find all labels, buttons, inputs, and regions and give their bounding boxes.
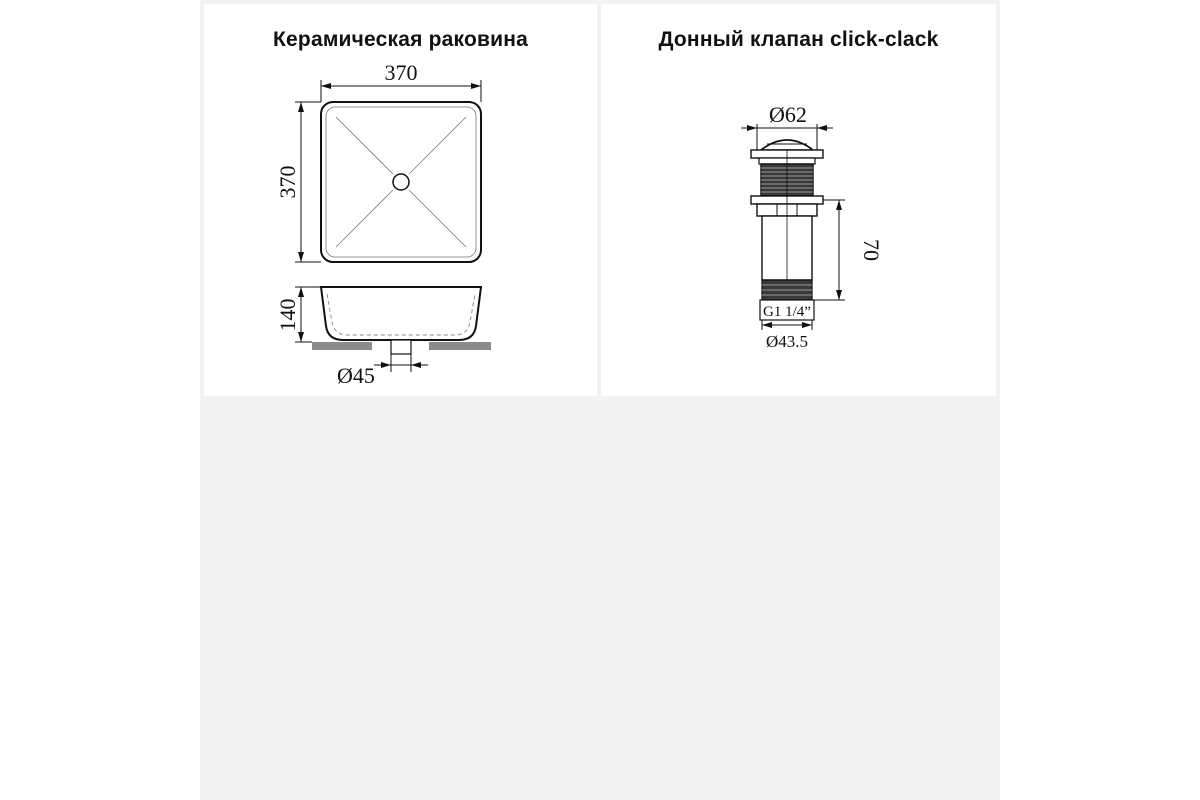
dim-arrow: [298, 102, 304, 112]
dim-arrow: [321, 83, 331, 89]
sink-slope-line: [336, 117, 393, 174]
dim-height-label: 140: [275, 298, 300, 332]
countertop-right: [429, 342, 491, 350]
sink-title: Керамическая раковина: [273, 28, 528, 51]
sink-slope-line: [409, 190, 466, 247]
dim-width-label: 370: [384, 60, 418, 85]
dim-arrow: [298, 287, 304, 297]
sink-side-outline: [321, 287, 481, 340]
dim-drain-label: Ø45: [337, 363, 375, 388]
sink-drain-hole: [393, 174, 409, 190]
dim-arrow: [471, 83, 481, 89]
dim-arrow: [298, 332, 304, 342]
countertop-left: [312, 342, 372, 350]
valve-panel: [601, 4, 996, 396]
dim-arrow: [836, 290, 842, 300]
sink-drawing: [204, 4, 597, 396]
dim-depth-label: 370: [275, 165, 300, 199]
dim-arrow: [802, 322, 812, 328]
valve-title: Донный клапан click-clack: [658, 28, 939, 51]
valve-drawing: [601, 4, 996, 396]
dim-cap-label: Ø62: [769, 102, 807, 127]
sink-panel: [204, 4, 597, 396]
dim-arrow: [762, 322, 772, 328]
dim-thread-diameter-label: Ø43.5: [765, 332, 809, 351]
sink-slope-line: [409, 117, 466, 174]
dim-arrow: [817, 125, 827, 131]
valve-cap: [761, 140, 813, 150]
dim-arrow: [411, 362, 421, 368]
dim-length-label: 70: [859, 239, 884, 261]
dim-arrow: [836, 200, 842, 210]
dim-arrow: [747, 125, 757, 131]
sink-slope-line: [336, 190, 393, 247]
dim-arrow: [381, 362, 391, 368]
sink-side-inner: [327, 294, 475, 335]
dim-arrow: [298, 252, 304, 262]
sink-drain-pipe: [391, 340, 411, 354]
dim-thread-label: G1 1/4”: [763, 304, 811, 320]
